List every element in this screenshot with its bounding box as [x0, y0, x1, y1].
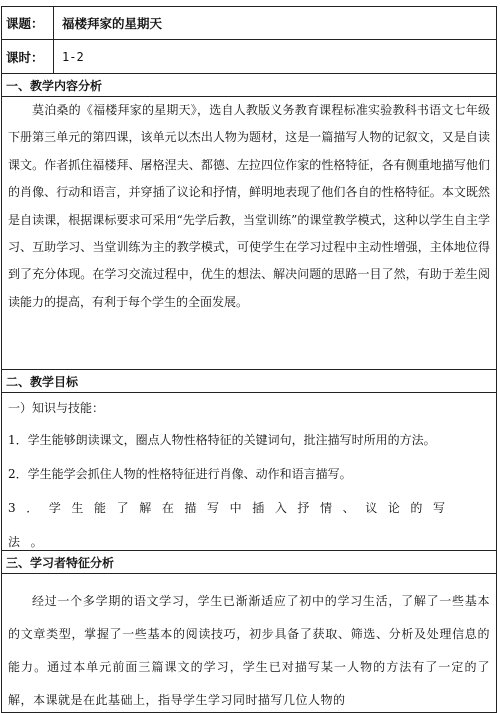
goal-item-2: 2．学生能学会抓住人物的性格特征进行肖像、动作和语言描写。	[8, 467, 352, 481]
section-heading-learner-analysis: 三、学习者特征分析	[2, 551, 496, 574]
goals-subheading: 一）知识与技能：	[8, 401, 105, 415]
topic-label: 课题：	[2, 7, 54, 39]
section-heading-content-analysis: 一、教学内容分析	[2, 74, 496, 97]
period-row	[2, 40, 496, 74]
lesson-plan-table	[1, 6, 497, 713]
content-analysis-body	[2, 97, 496, 370]
topic-value: 福楼拜家的星期天	[62, 16, 163, 31]
goal-item-3: 3．学生能了解在描写中插入抒情、议论的写法。	[8, 501, 456, 549]
goal-item-1: 1．学生能够朗读课文，圈点人物性格特征的关键词句，批注描写时所用的方法。	[8, 433, 436, 447]
teaching-goals-body	[2, 393, 496, 551]
section-heading-teaching-goals: 二、教学目标	[2, 370, 496, 393]
content-analysis-paragraph: 莫泊桑的《福楼拜家的星期天》，选自人教版义务教育课程标准实验教科书语文七年级下册第三单元的第四课，该单元以杰出人物为题材，这是一篇描写人物的记叙文，又是自读课文。作者抓住福楼拜、屠格涅夫、都德、左拉四位作家的性格特征，各有侧重地描写他们的肖像、行动和语言，并穿插了议论和抒情，鲜明地表现了他们各自的性格特征。本文既然是自读课，根据课标要求可采用“先学后教，当堂训练”的课堂教学模式，这种以学生自主学习、互助学习、当堂训练为主的教学模式，可使学生在学习过程中主动性增强，主体地位得到了充分体现。在学习交流过程中，优生的想法、解决问题的思路一目了然，有助于差生阅读能力的提高，有利于每个学生的全面发展。	[8, 103, 490, 309]
topic-row	[2, 7, 496, 40]
period-label: 课时：	[2, 40, 54, 73]
learner-analysis-paragraph: 经过一个多学期的语文学习，学生已渐渐适应了初中的学习生活，了解了一些基本的文章类型，掌握了一些基本的阅读技巧，初步具备了获取、筛选、分析及处理信息的能力。通过本单元前面三篇课文的学习，学生已对描写某一人物的方法有了一定的了解，本课就是在此基础上，指导学生学习同时描写几位人物的	[8, 594, 490, 707]
period-value: 1-2	[62, 49, 84, 64]
learner-analysis-body	[2, 574, 496, 712]
